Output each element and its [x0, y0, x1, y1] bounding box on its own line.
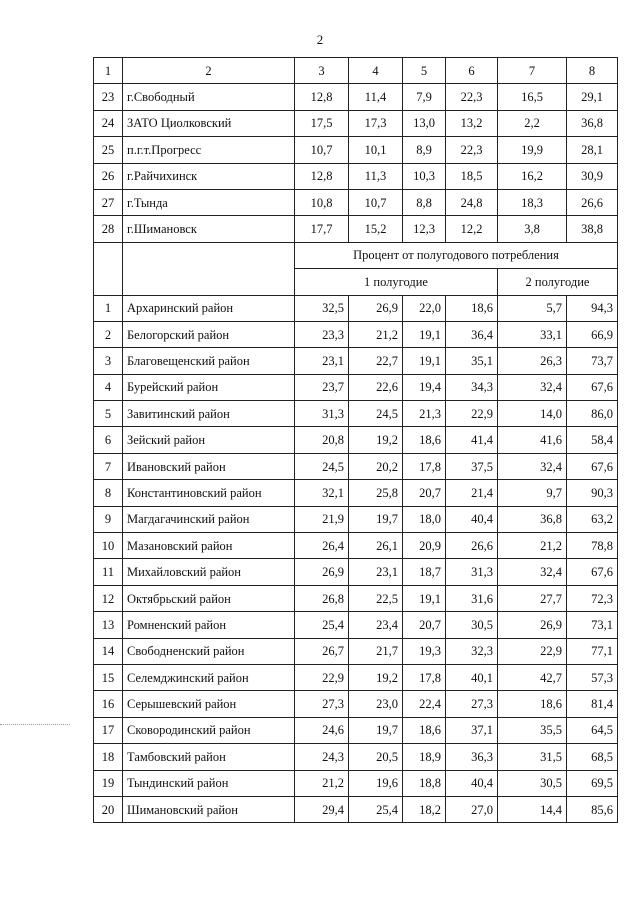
value-cell: 26,4	[295, 533, 349, 559]
territory-name-cell: Ивановский район	[123, 453, 295, 479]
table-row	[94, 585, 618, 611]
value-cell: 63,2	[567, 506, 618, 532]
value-cell: 18,2	[403, 796, 446, 822]
value-cell: 19,1	[403, 321, 446, 347]
territory-name-cell: Сковородинский район	[123, 717, 295, 743]
value-cell: 3,8	[498, 216, 567, 242]
value-cell: 24,8	[446, 189, 498, 215]
value-cell: 19,6	[349, 770, 403, 796]
value-cell: 20,2	[349, 453, 403, 479]
territory-name-cell: г.Шимановск	[123, 216, 295, 242]
territory-name-cell: п.г.т.Прогресс	[123, 137, 295, 163]
value-cell: 31,5	[498, 744, 567, 770]
value-cell: 12,8	[295, 84, 349, 110]
table-row	[94, 480, 618, 506]
value-cell: 12,2	[446, 216, 498, 242]
consumption-table	[93, 57, 618, 823]
table-row	[94, 770, 618, 796]
table-row	[94, 612, 618, 638]
value-cell: 20,8	[295, 427, 349, 453]
value-cell: 22,0	[403, 295, 446, 321]
value-cell: 19,4	[403, 374, 446, 400]
column-number-cell: 6	[446, 58, 498, 84]
row-number-cell: 4	[94, 374, 123, 400]
row-number-cell: 27	[94, 189, 123, 215]
value-cell: 23,0	[349, 691, 403, 717]
value-cell: 40,4	[446, 770, 498, 796]
value-cell: 10,3	[403, 163, 446, 189]
row-number-cell: 19	[94, 770, 123, 796]
row-number-cell: 23	[94, 84, 123, 110]
value-cell: 27,7	[498, 585, 567, 611]
value-cell: 18,6	[498, 691, 567, 717]
table-row	[94, 691, 618, 717]
value-cell: 26,7	[295, 638, 349, 664]
value-cell: 90,3	[567, 480, 618, 506]
value-cell: 21,9	[295, 506, 349, 532]
value-cell: 29,4	[295, 796, 349, 822]
value-cell: 36,4	[446, 321, 498, 347]
row-number-cell: 14	[94, 638, 123, 664]
value-cell: 26,8	[295, 585, 349, 611]
table-row	[94, 84, 618, 110]
value-cell: 20,9	[403, 533, 446, 559]
column-number-cell: 1	[94, 58, 123, 84]
value-cell: 15,2	[349, 216, 403, 242]
row-number-cell: 12	[94, 585, 123, 611]
table-row	[94, 559, 618, 585]
row-number-cell: 17	[94, 717, 123, 743]
territory-name-cell: г.Тында	[123, 189, 295, 215]
value-cell: 24,5	[295, 453, 349, 479]
value-cell: 30,5	[498, 770, 567, 796]
value-cell: 22,9	[446, 401, 498, 427]
value-cell: 17,8	[403, 664, 446, 690]
value-cell: 86,0	[567, 401, 618, 427]
value-cell: 72,3	[567, 585, 618, 611]
value-cell: 13,2	[446, 110, 498, 136]
row-number-cell: 20	[94, 796, 123, 822]
value-cell: 36,3	[446, 744, 498, 770]
value-cell: 41,6	[498, 427, 567, 453]
value-cell: 24,6	[295, 717, 349, 743]
territory-name-cell: Бурейский район	[123, 374, 295, 400]
value-cell: 40,4	[446, 506, 498, 532]
table-row	[94, 189, 618, 215]
value-cell: 12,3	[403, 216, 446, 242]
row-number-cell: 2	[94, 321, 123, 347]
column-number-cell: 3	[295, 58, 349, 84]
table-row	[94, 506, 618, 532]
value-cell: 23,3	[295, 321, 349, 347]
table-row	[94, 796, 618, 822]
value-cell: 23,7	[295, 374, 349, 400]
value-cell: 38,8	[567, 216, 618, 242]
value-cell: 8,8	[403, 189, 446, 215]
row-number-cell: 5	[94, 401, 123, 427]
value-cell: 18,6	[403, 717, 446, 743]
value-cell: 32,4	[498, 453, 567, 479]
value-cell: 18,3	[498, 189, 567, 215]
territory-name-cell: Свободненский район	[123, 638, 295, 664]
table-row	[94, 664, 618, 690]
value-cell: 26,3	[498, 348, 567, 374]
value-cell: 23,1	[295, 348, 349, 374]
row-number-cell: 13	[94, 612, 123, 638]
territory-name-cell: Магдагачинский район	[123, 506, 295, 532]
value-cell: 25,4	[295, 612, 349, 638]
value-cell: 27,3	[446, 691, 498, 717]
value-cell: 29,1	[567, 84, 618, 110]
value-cell: 31,3	[446, 559, 498, 585]
value-cell: 32,1	[295, 480, 349, 506]
value-cell: 21,2	[295, 770, 349, 796]
territory-name-cell: Ромненский район	[123, 612, 295, 638]
value-cell: 35,1	[446, 348, 498, 374]
value-cell: 37,5	[446, 453, 498, 479]
territory-name-cell: Тамбовский район	[123, 744, 295, 770]
row-number-cell: 3	[94, 348, 123, 374]
value-cell: 26,9	[349, 295, 403, 321]
row-number-cell: 16	[94, 691, 123, 717]
row-number-cell: 25	[94, 137, 123, 163]
table-row	[94, 348, 618, 374]
value-cell: 25,8	[349, 480, 403, 506]
value-cell: 18,5	[446, 163, 498, 189]
value-cell: 5,7	[498, 295, 567, 321]
value-cell: 41,4	[446, 427, 498, 453]
row-number-cell: 28	[94, 216, 123, 242]
value-cell: 37,1	[446, 717, 498, 743]
territory-name-cell: Октябрьский район	[123, 585, 295, 611]
value-cell: 58,4	[567, 427, 618, 453]
value-cell: 21,2	[498, 533, 567, 559]
table-row	[94, 453, 618, 479]
value-cell: 22,9	[295, 664, 349, 690]
table-row	[94, 321, 618, 347]
value-cell: 22,3	[446, 84, 498, 110]
column-number-cell: 4	[349, 58, 403, 84]
row-number-cell: 6	[94, 427, 123, 453]
value-cell: 12,8	[295, 163, 349, 189]
value-cell: 2,2	[498, 110, 567, 136]
value-cell: 32,4	[498, 374, 567, 400]
value-cell: 19,7	[349, 506, 403, 532]
value-cell: 68,5	[567, 744, 618, 770]
value-cell: 21,7	[349, 638, 403, 664]
value-cell: 11,4	[349, 84, 403, 110]
value-cell: 13,0	[403, 110, 446, 136]
value-cell: 23,4	[349, 612, 403, 638]
second-half-header: 2 полугодие	[498, 269, 618, 295]
value-cell: 18,8	[403, 770, 446, 796]
territory-name-cell: Селемджинский район	[123, 664, 295, 690]
table-row	[94, 110, 618, 136]
value-cell: 73,7	[567, 348, 618, 374]
row-number-cell: 1	[94, 295, 123, 321]
value-cell: 26,9	[295, 559, 349, 585]
column-number-cell: 5	[403, 58, 446, 84]
table-row	[94, 717, 618, 743]
table-row	[94, 533, 618, 559]
percent-of-half-year-header: Процент от полугодового потребления	[295, 242, 618, 268]
territory-name-cell: Благовещенский район	[123, 348, 295, 374]
value-cell: 66,9	[567, 321, 618, 347]
value-cell: 18,7	[403, 559, 446, 585]
value-cell: 21,2	[349, 321, 403, 347]
value-cell: 10,1	[349, 137, 403, 163]
value-cell: 27,0	[446, 796, 498, 822]
value-cell: 22,4	[403, 691, 446, 717]
value-cell: 8,9	[403, 137, 446, 163]
table-row	[94, 374, 618, 400]
table-row	[94, 137, 618, 163]
value-cell: 78,8	[567, 533, 618, 559]
value-cell: 35,5	[498, 717, 567, 743]
value-cell: 7,9	[403, 84, 446, 110]
row-number-cell: 24	[94, 110, 123, 136]
value-cell: 30,9	[567, 163, 618, 189]
value-cell: 22,3	[446, 137, 498, 163]
value-cell: 19,1	[403, 348, 446, 374]
value-cell: 22,9	[498, 638, 567, 664]
column-number-cell: 8	[567, 58, 618, 84]
value-cell: 57,3	[567, 664, 618, 690]
value-cell: 19,1	[403, 585, 446, 611]
column-number-cell: 7	[498, 58, 567, 84]
territory-name-cell: Серышевский район	[123, 691, 295, 717]
value-cell: 19,9	[498, 137, 567, 163]
row-number-cell: 10	[94, 533, 123, 559]
value-cell: 31,6	[446, 585, 498, 611]
value-cell: 42,7	[498, 664, 567, 690]
value-cell: 11,3	[349, 163, 403, 189]
value-cell: 18,6	[403, 427, 446, 453]
value-cell: 36,8	[567, 110, 618, 136]
value-cell: 22,7	[349, 348, 403, 374]
value-cell: 21,4	[446, 480, 498, 506]
value-cell: 17,3	[349, 110, 403, 136]
subheader-blank-cell	[94, 242, 123, 295]
territory-name-cell: Константиновский район	[123, 480, 295, 506]
value-cell: 32,4	[498, 559, 567, 585]
value-cell: 20,7	[403, 480, 446, 506]
territory-name-cell: ЗАТО Циолковский	[123, 110, 295, 136]
value-cell: 16,5	[498, 84, 567, 110]
value-cell: 22,6	[349, 374, 403, 400]
value-cell: 10,7	[349, 189, 403, 215]
territory-name-cell: Зейский район	[123, 427, 295, 453]
territory-name-cell: Шимановский район	[123, 796, 295, 822]
value-cell: 31,3	[295, 401, 349, 427]
value-cell: 94,3	[567, 295, 618, 321]
value-cell: 67,6	[567, 374, 618, 400]
value-cell: 21,3	[403, 401, 446, 427]
territory-name-cell: Белогорский район	[123, 321, 295, 347]
value-cell: 18,9	[403, 744, 446, 770]
page-number: 2	[316, 32, 324, 47]
territory-name-cell: Михайловский район	[123, 559, 295, 585]
value-cell: 28,1	[567, 137, 618, 163]
territory-name-cell: Завитинский район	[123, 401, 295, 427]
value-cell: 23,1	[349, 559, 403, 585]
subheader-row	[94, 242, 618, 268]
value-cell: 33,1	[498, 321, 567, 347]
table-row	[94, 638, 618, 664]
subheader-blank-cell	[123, 242, 295, 295]
value-cell: 69,5	[567, 770, 618, 796]
value-cell: 77,1	[567, 638, 618, 664]
value-cell: 14,0	[498, 401, 567, 427]
value-cell: 67,6	[567, 453, 618, 479]
value-cell: 64,5	[567, 717, 618, 743]
value-cell: 26,6	[567, 189, 618, 215]
column-number-row	[94, 58, 618, 84]
value-cell: 27,3	[295, 691, 349, 717]
first-half-header: 1 полугодие	[295, 269, 498, 295]
value-cell: 18,0	[403, 506, 446, 532]
value-cell: 67,6	[567, 559, 618, 585]
table-row	[94, 401, 618, 427]
value-cell: 73,1	[567, 612, 618, 638]
value-cell: 36,8	[498, 506, 567, 532]
territory-name-cell: Мазановский район	[123, 533, 295, 559]
value-cell: 9,7	[498, 480, 567, 506]
value-cell: 24,3	[295, 744, 349, 770]
value-cell: 40,1	[446, 664, 498, 690]
territory-name-cell: Архаринский район	[123, 295, 295, 321]
value-cell: 18,6	[446, 295, 498, 321]
table-row	[94, 295, 618, 321]
row-number-cell: 8	[94, 480, 123, 506]
row-number-cell: 7	[94, 453, 123, 479]
value-cell: 22,5	[349, 585, 403, 611]
value-cell: 17,7	[295, 216, 349, 242]
scan-artifact	[0, 724, 70, 725]
value-cell: 26,1	[349, 533, 403, 559]
value-cell: 19,2	[349, 664, 403, 690]
value-cell: 16,2	[498, 163, 567, 189]
territory-name-cell: г.Свободный	[123, 84, 295, 110]
territory-name-cell: г.Райчихинск	[123, 163, 295, 189]
row-number-cell: 9	[94, 506, 123, 532]
value-cell: 32,5	[295, 295, 349, 321]
value-cell: 20,7	[403, 612, 446, 638]
table-row	[94, 427, 618, 453]
value-cell: 25,4	[349, 796, 403, 822]
row-number-cell: 26	[94, 163, 123, 189]
value-cell: 19,2	[349, 427, 403, 453]
value-cell: 10,7	[295, 137, 349, 163]
value-cell: 19,3	[403, 638, 446, 664]
column-number-cell: 2	[123, 58, 295, 84]
value-cell: 20,5	[349, 744, 403, 770]
row-number-cell: 15	[94, 664, 123, 690]
value-cell: 26,6	[446, 533, 498, 559]
value-cell: 19,7	[349, 717, 403, 743]
table-row	[94, 163, 618, 189]
value-cell: 10,8	[295, 189, 349, 215]
value-cell: 81,4	[567, 691, 618, 717]
territory-name-cell: Тындинский район	[123, 770, 295, 796]
value-cell: 85,6	[567, 796, 618, 822]
value-cell: 26,9	[498, 612, 567, 638]
value-cell: 32,3	[446, 638, 498, 664]
value-cell: 14,4	[498, 796, 567, 822]
table-row	[94, 744, 618, 770]
value-cell: 30,5	[446, 612, 498, 638]
row-number-cell: 11	[94, 559, 123, 585]
row-number-cell: 18	[94, 744, 123, 770]
table-row	[94, 216, 618, 242]
value-cell: 17,5	[295, 110, 349, 136]
value-cell: 17,8	[403, 453, 446, 479]
value-cell: 24,5	[349, 401, 403, 427]
value-cell: 34,3	[446, 374, 498, 400]
